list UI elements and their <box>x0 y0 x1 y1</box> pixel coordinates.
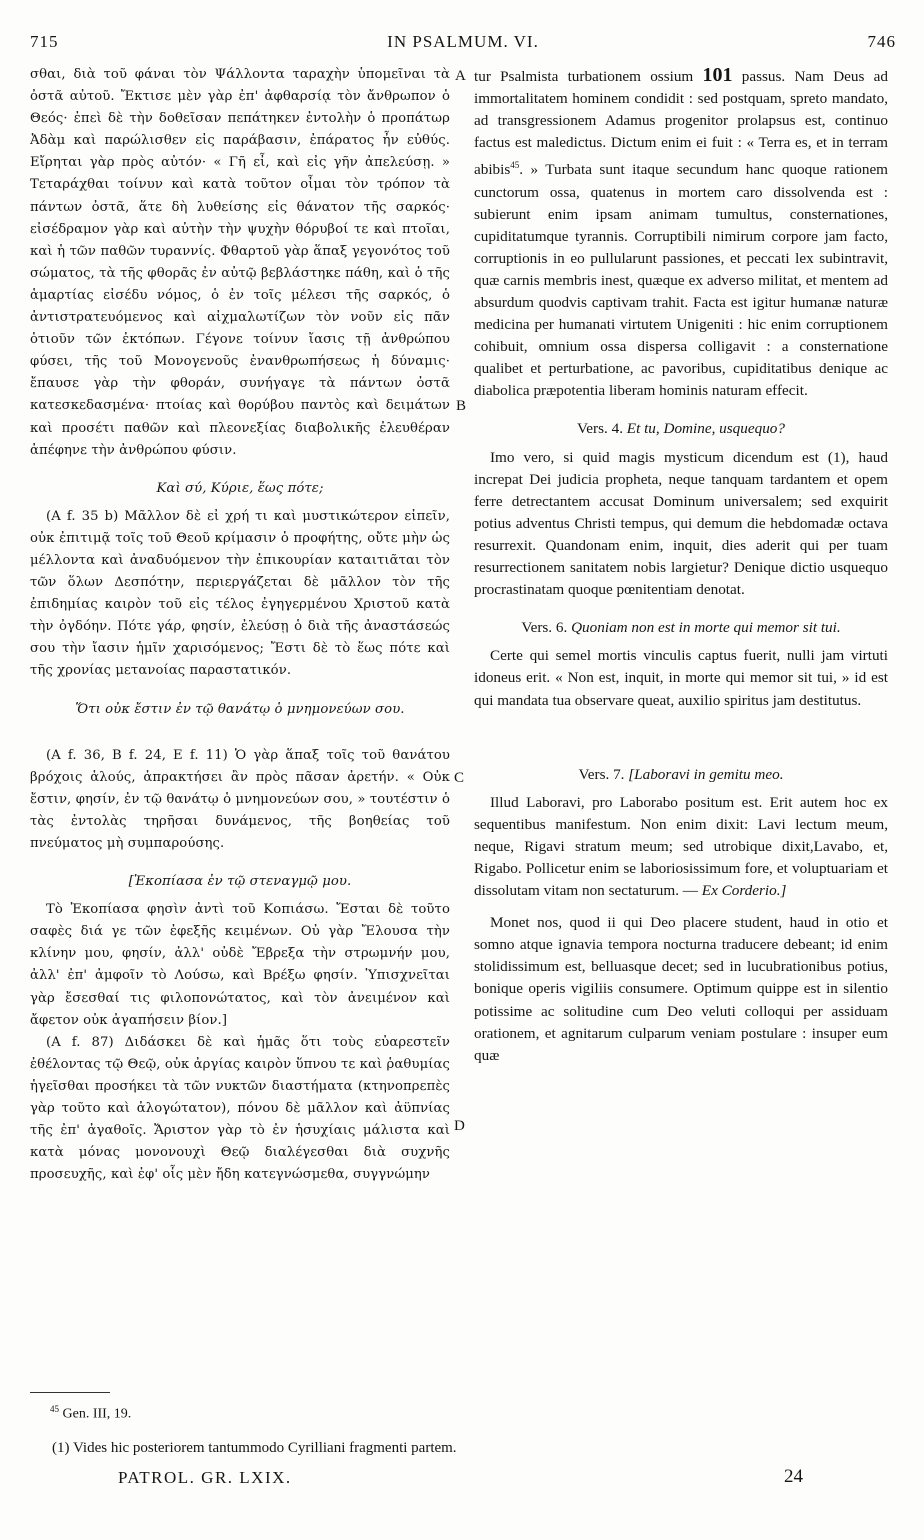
verse-text: Quoniam non est in morte qui memor sit tui. <box>571 619 841 637</box>
editor-footnote: (1) Vides hic posteriorem tantummodo Cyrilliani fragmenti partem. <box>52 1440 457 1456</box>
greek-paragraph: Τὸ Ἐκοπίασα φησὶν ἀντὶ τοῦ Κοπιάσω. Ἔσται δὲ τοῦτο σαφὲς διά γε τῶν ἐφεξῆς κειμένων. Οὐ γὰρ Ἔλουσα τὴν κλίνην μου, φησίν, ἀλλ' οὐδὲ Ἔβρεξα τὴν στρωμνήν μου, ἀλλ' ἐπ' ἀμφοῖν τὸ Λούσω, καὶ Βρέξω φησίν. Ὑπισχνεῖται γὰρ ἔσεσθαί τις φιλοπονώτατος, καὶ τὸν ἀνειμένον καὶ ἄφετον οὐκ ἀγαπήσειν βίον.] <box>30 902 450 1028</box>
footnote-text: Gen. III, 19. <box>62 1406 132 1422</box>
scripture-footnote <box>50 1404 131 1423</box>
verse-label: Vers. 4. <box>577 420 623 438</box>
verse-label: Vers. 7. <box>578 765 625 783</box>
footnote-mark: 45 <box>50 1404 59 1414</box>
latin-verse-heading <box>474 764 888 786</box>
latin-paragraph: Imo vero, si quid magis mysticum dicendum est (1), haud increpat Dei judicia propheta, neque tanquam tardantem et opem ferre detrectantem accusat Dominum universalem; sed exquirit potius adventus Christi tempus, qui demum die hebdomadæ octava resurrexit. Quandonam enim, inquit, dies aderit qui per tuam resurrectionem sanitatem nobis largietur? Denique dictio usquequo procrastinatam quoque pœnitentiam denotat. <box>474 448 888 599</box>
column-number: 101 <box>702 64 733 86</box>
greek-paragraph: (A f. 36, B f. 24, E f. 11) Ὁ γὰρ ἅπαξ τοῖς τοῦ θανάτου βρόχοις ἁλούς, ἀπρακτήσει ἂν πρὸς πᾶσαν ἀρετήν. « Οὐκ ἔστιν, φησίν, ἐν τῷ θανάτῳ ὁ μνημονεύων σου, » τουτέστιν ὁ τὰς ἐντολὰς τηρῆσαι δυνάμενος, τῆς βοηθείας τοῦ πνεύματος μὴ συμπαρούσης. <box>30 747 450 851</box>
greek-verse-heading: Ὅτι οὐκ ἔστιν ἐν τῷ θανάτῳ ὁ μνημονεύων σου. <box>75 701 405 717</box>
greek-paragraph: σθαι, διὰ τοῦ φάναι τὸν Ψάλλοντα ταραχὴν ὑπομεῖναι τὰ ὀστᾶ αὐτοῦ. Ἔκτισε μὲν γὰρ ἐπ' ἀφθαρσίᾳ τὸν ἄνθρωπον ὁ Θεός· ἐπεὶ δὲ τὴν δοθεῖσαν πεπάτηκεν ἐντολὴν ὁ προπάτωρ Ἀδὰμ καὶ παρώλισθεν εἰς παράβασιν, ἐπάρατος ἦν εὐθύς. Εἴρηται γὰρ πρὸς αὐτόν· « Γῆ εἶ, καὶ εἰς γῆν ἀπελεύσῃ. » Τεταράχθαι τοίνυν καὶ κατὰ τοῦτον οἶμαι τὸν τρόπον τὰ πάντων ὀστᾶ, ἅτε δὴ λυθείσης εἰς θάνατον τῆς σαρκός· εἰσέδραμον γὰρ καὶ αὐτὴν τὴν ψυχὴν θόρυβοί τε καὶ πτοῖαι, καὶ ἡ τῶν παθῶν τυραννίς. Φθαρτοῦ γὰρ ἅπαξ γεγονότος τοῦ σώματος, τὰ τῆς φθορᾶς ἐν αὐτῷ βεβλάστηκε πάθη, καὶ ὁ τῆς ἁμαρτίας εἰσέδυ νόμος, ὁ ἐν τοῖς μέλεσι τῆς σαρκός, ὁ ἀντιστρατευόμενος καὶ αἰχμαλωτίζων τὸν νοῦν εἰς πᾶν ὁτιοῦν τῶν ἐκτόπων. Γέγονε τοίνυν ἴασις τῇ ἀνθρώπου φύσει, τῆς τοῦ Μονογενοῦς ἐνανθρωπήσεως ἡ δύναμις· ἔπαυσε γὰρ τὴν φθοράν, συνήγαγε τὰ πάντων ὀστᾶ κατεσκεδασμένα· πτοίας καὶ θορύβου παντὸς καὶ δειμάτων καὶ προσέτι παθῶν καὶ πλεονεξίας διαβολικῆς ἐλευθέραν ἀπέφηνε τὴν ἀνθρώπου φύσιν. <box>30 67 450 458</box>
greek-paragraph: (A f. 87) Διδάσκει δὲ καὶ ἡμᾶς ὅτι τοὺς εὐαρεστεῖν ἐθέλοντας τῷ Θεῷ, οὐκ ἀργίας καιρὸν ὕπνου τε καὶ ῥαθυμίας ἡγεῖσθαι προσήκει τὰ τῶν νυκτῶν διαστήματα (κτηνοπρεπὲς γὰρ τοῦτο καὶ ἀλογώτατον), πόνου δὲ μᾶλλον καὶ ἀϋπνίας τῆς ἐπ' ἀγαθοῖς. Ἄριστον γὰρ τὸ ἐν ἡσυχίαις μάλιστα καὶ κατὰ μόνας μονονουχὶ Θεῷ διαλέγεσθαι διὰ συχνῆς προσευχῆς, καὶ ἐφ' οἷς μὲν ἤδη κατεγνώσμεθα, συγγνώμην <box>30 1034 450 1183</box>
source-citation: Ex Corderio.] <box>701 882 787 900</box>
signature-number: 24 <box>784 1466 803 1487</box>
latin-text: passus. Nam Deus ad immortalitatem hominem condidit : sed postquam, spreto mandato, ad transgressionem Adamus progenitor prolapsus est, continuo factus est maledictus. Dictum enim ei fuit : « Terra es, et in terram abibis <box>474 68 888 179</box>
latin-verse-heading <box>474 617 888 639</box>
greek-verse-heading: [Ἐκοπίασα ἐν τῷ στεναγμῷ μου. <box>128 874 352 890</box>
latin-verse-heading <box>474 418 888 440</box>
greek-verse-heading: Καὶ σύ, Κύριε, ἕως πότε; <box>156 480 324 496</box>
verse-text: Et tu, Domine, usquequo? <box>626 420 785 438</box>
latin-paragraph <box>474 64 888 402</box>
verse-text: [Laboravi in gemitu meo. <box>628 765 784 783</box>
margin-letter-a: A <box>455 68 466 84</box>
latin-text: tur Psalmista turbationem ossium <box>474 68 703 85</box>
latin-paragraph: Certe qui semel mortis vinculis captus fuerit, nulli jam virtuti idoneus erit. « Non est, inquit, in morte qui memor sit tui, » id est qui mandata tua observare queat, auxilio spiritus jam destitutus. <box>474 647 888 709</box>
signature-mark: PATROL. GR. LXIX. <box>118 1468 292 1487</box>
page-number-left: 715 <box>30 32 59 51</box>
footnote-ref: 45 <box>510 160 520 171</box>
verse-label: Vers. 6. <box>521 619 568 637</box>
margin-letter-b: B <box>456 398 467 414</box>
margin-letter-c: C <box>454 770 465 786</box>
footnote-divider <box>30 1392 110 1393</box>
margin-letter-d: D <box>454 1118 465 1134</box>
latin-column <box>474 64 888 1067</box>
latin-paragraph <box>474 792 888 902</box>
latin-paragraph: Monet nos, quod ii qui Deo placere student, haud in otio et somno atque ignavia tempora nocturna traducere debeant; id enim stolidissimum est, belluasque decet; sed in lucubrationibus potius, bonique operis vigiliis consumere. Optimum quippe est in silentio potissime ac solitudine cum Deo veluti colloqui per assiduam orationem, et agnitarum culparum veniam postulare : insuper eum quæ <box>474 914 888 1064</box>
page-header <box>30 32 896 58</box>
latin-text: Illud Laboravi, pro Laborabo positum est. Erit autem hoc ex sequentibus manifestum. Non enim dixit: Lavi lectum meum, neque, Rigavi stratum meum; sed utrobique dixit,Lavabo, et, Rigabo. Pollicetur enim se laboriosissimum fore, et voluptuariam et dissolutam vitam non sectaturum. — <box>474 793 888 900</box>
running-title: IN PSALMUM. VI. <box>387 32 539 51</box>
page-number-right: 746 <box>867 32 896 51</box>
latin-text: . » Turbata sunt itaque secundum hanc quoque rationem cunctorum ossa, quatenus in mortem caro dissolvenda est : subierunt enim ipsam animam tumultus, consternationes, cupiditatumque tyrannis. Corruptibili nimirum corpore jam facto, corruptionis in eo pullularunt passiones, et peccati lex subintravit, quæ carnis membris inest, quæque ex adverso militat, et mentem ad absurdum quodvis captivam trahit. Facta est igitur humanæ naturæ medicina per humanati virtutem Unigeniti : hic enim corruptionem cohibuit, omnium ossa dispersa colligavit : a consternatione qualibet et perturbatione, ac pavoribus, cupiditatibus denique ac diabolica præpotentia liberam hominis naturam effecit. <box>474 161 888 400</box>
greek-column <box>30 64 450 1186</box>
greek-paragraph: (A f. 35 b) Μᾶλλον δὲ εἰ χρή τι καὶ μυστικώτερον εἰπεῖν, οὐκ ἐπιτιμᾷ τοῖς τοῦ Θεοῦ κρίμασιν ὁ προφήτης, οὔτε μὴν ὡς μέλλοντα καὶ ἀναδυόμενον τὴν ἐπικουρίαν καταιτιᾶται τὸν τῶν ὅλων Δεσπότην, περιεργάζεται δὲ μᾶλλον τὸν τῆς ἐπιδημίας καιρὸν τοῦ εἰς τέλος ἐγηγερμένου Χριστοῦ κατὰ τὴν ὀγδόην. Πότε γάρ, φησίν, ἐλεύσῃ ὁ διὰ τῆς ἀναστάσεώς σου τὴν ἴασιν ἡμῖν χαρισόμενος; Ἔστι δὲ τὸ ἕως πότε καὶ τῆς χρονίας μετανοίας παραστατικόν. <box>30 508 450 679</box>
